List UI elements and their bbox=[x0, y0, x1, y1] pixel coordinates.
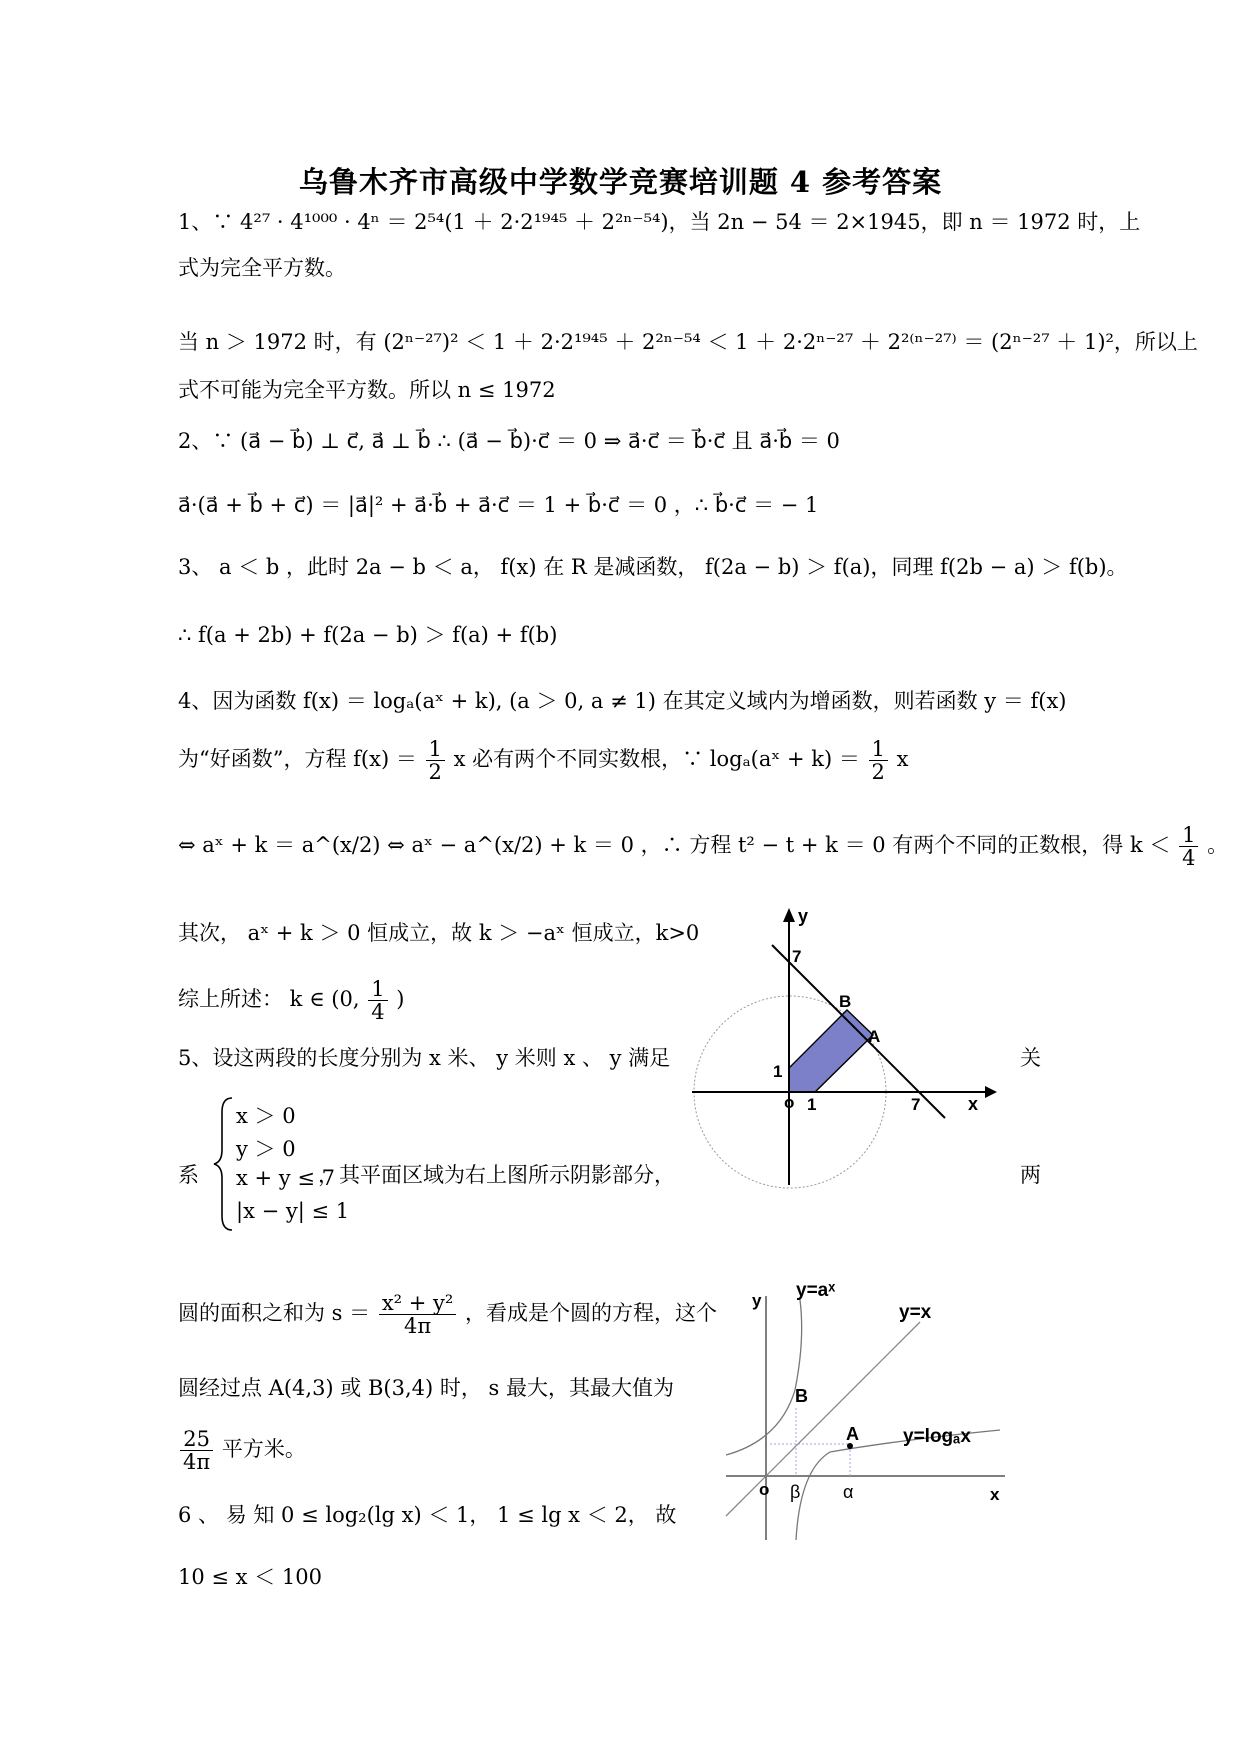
p1-line-3: 当 n ＞ 1972 时，有 (2ⁿ⁻²⁷)² ＜ 1 ＋ 2·2¹⁹⁴⁵ ＋ 2²ⁿ⁻⁵⁴ ＜ 1 ＋ 2·2ⁿ⁻²⁷ ＋ 2²⁽ⁿ⁻²⁷⁾ ＝ (2ⁿ⁻²⁷ ＋ 1)²，所以上 bbox=[178, 330, 1198, 354]
fig2-label-beta: β bbox=[790, 1482, 801, 1502]
p5-line-4 bbox=[178, 1428, 306, 1473]
p4-line-5-a: 综上所述： k ∈ (0, bbox=[178, 987, 360, 1012]
sys-row-2: y ＞ 0 bbox=[236, 1137, 296, 1161]
fig2-label-o: o bbox=[759, 1480, 770, 1499]
exp-log-figure bbox=[720, 1270, 1030, 1540]
sys-row-4: |x − y| ≤ 1 bbox=[236, 1199, 350, 1223]
feasible-region-figure bbox=[690, 905, 1000, 1195]
sys-row-1: x ＞ 0 bbox=[236, 1104, 296, 1128]
p1-line-1: 1、∵ 4²⁷ · 4¹⁰⁰⁰ · 4ⁿ ＝ 2⁵⁴(1 ＋ 2·2¹⁹⁴⁵ ＋ 2²ⁿ⁻⁵⁴)，当 2n − 54 ＝ 2×1945，即 n ＝ 1972 时，上 bbox=[178, 210, 1141, 234]
max-area-fraction: $\frac{25}{4\pi}$ bbox=[180, 1428, 213, 1473]
p5-sys-tail: ，其平面区域为右上图所示阴影部分， bbox=[318, 1163, 675, 1187]
p4-line-2-c: x bbox=[896, 747, 909, 772]
p3-line-2: ∴ f(a + 2b) + f(2a − b) ＞ f(a) + f(b) bbox=[178, 623, 558, 647]
fig1-label-o: o bbox=[784, 1093, 795, 1112]
p4-line-5-b: ) bbox=[396, 987, 405, 1012]
p4-line-3 bbox=[178, 824, 1228, 869]
p5-line-2-b: ，看成是个圆的方程，这个 bbox=[465, 1301, 718, 1326]
p4-line-1: 4、因为函数 f(x) ＝ logₐ(aˣ + k), (a ＞ 0, a ≠ 1) 在其定义域内为增函数，则若函数 y ＝ f(x) bbox=[178, 689, 1067, 713]
fig1-label-B: B bbox=[839, 992, 852, 1011]
p4-line-2-a: 为“好函数”，方程 f(x) ＝ bbox=[178, 747, 417, 772]
p2-line-2: a⃗·(a⃗ + b⃗ + c⃗) ＝ |a⃗|² + a⃗·b⃗ + a⃗·c⃗ ＝ 1 + b⃗·c⃗ ＝ 0 ，∴ b⃗·c⃗ ＝ − 1 bbox=[178, 493, 819, 517]
fig1-label-7y: 7 bbox=[792, 947, 802, 966]
y-axis-arrow-icon bbox=[783, 908, 795, 922]
p4-line-3-b: 。 bbox=[1207, 833, 1229, 858]
page-title: 乌鲁木齐市高级中学数学竞赛培训题 4 参考答案 bbox=[298, 165, 943, 199]
half-fraction-2: $\frac{1}{2}$ bbox=[869, 738, 888, 783]
p5-line-4-b: 平方米。 bbox=[221, 1437, 306, 1462]
p5-sys-left: 系 bbox=[178, 1163, 199, 1187]
x-axis-arrow-icon bbox=[985, 1086, 997, 1098]
fig2-label-x: x bbox=[990, 1485, 1000, 1504]
fig1-label-7x: 7 bbox=[911, 1095, 921, 1114]
curve-exp bbox=[726, 1300, 802, 1455]
p4-line-5 bbox=[178, 978, 404, 1023]
fig2-label-exp: y=aˣ bbox=[796, 1280, 836, 1301]
p5-line-2-a: 圆的面积之和为 s ＝ bbox=[178, 1301, 371, 1326]
quarter-fraction: $\frac{1}{4}$ bbox=[1179, 824, 1198, 869]
p6-line-2: 10 ≤ x ＜ 100 bbox=[178, 1565, 322, 1589]
fig2-label-A: A bbox=[846, 1424, 859, 1444]
p5-line-1-right: 关 bbox=[1020, 1046, 1041, 1070]
p5-line-2 bbox=[178, 1292, 717, 1337]
p5-line-3: 圆经过点 A(4,3) 或 B(3,4) 时， s 最大，其最大值为 bbox=[178, 1376, 674, 1400]
shaded-region bbox=[789, 1010, 873, 1092]
p1-line-4: 式不可能为完全平方数。所以 n ≤ 1972 bbox=[178, 378, 556, 402]
p3-line-1: 3、 a ＜ b ，此时 2a − b ＜ a， f(x) 在 R 是减函数， f(2a − b) ＞ f(a)，同理 f(2b − a) ＞ f(b)。 bbox=[178, 555, 1128, 579]
half-fraction: $\frac{1}{2}$ bbox=[426, 738, 445, 783]
p4-line-3-a: ⇔ aˣ + k ＝ a^(x/2) ⇔ aˣ − a^(x/2) + k ＝ 0 ，∴ 方程 t² − t + k ＝ 0 有两个不同的正数根，得 k ＜ bbox=[178, 833, 1171, 858]
fig2-label-log: y=logₐx bbox=[903, 1426, 971, 1447]
quarter-fraction-2: $\frac{1}{4}$ bbox=[368, 978, 387, 1023]
sys-row-3: x + y ≤ 7 bbox=[236, 1166, 335, 1190]
fig2-label-B: B bbox=[795, 1386, 808, 1406]
p4-line-2 bbox=[178, 738, 908, 783]
p5-line-1: 5、设这两段的长度分别为 x 米、 y 米则 x 、 y 满足 bbox=[178, 1046, 671, 1070]
fig1-label-A: A bbox=[868, 1027, 881, 1046]
fig1-label-1x: 1 bbox=[807, 1095, 817, 1114]
fig1-label-1y: 1 bbox=[773, 1062, 783, 1081]
fig1-label-y: y bbox=[798, 906, 809, 926]
fig2-label-alpha: α bbox=[843, 1482, 854, 1502]
p1-line-2: 式为完全平方数。 bbox=[178, 256, 346, 280]
line-y-equals-x bbox=[726, 1322, 920, 1516]
fig2-label-y: y bbox=[752, 1291, 762, 1310]
p6-line-1: 6 、 易 知 0 ≤ log₂(lg x) ＜ 1， 1 ≤ lg x ＜ 2， 故 bbox=[178, 1503, 677, 1527]
p4-line-2-b: x 必有两个不同实数根，∵ logₐ(aˣ + k) ＝ bbox=[453, 747, 860, 772]
fig1-label-x: x bbox=[968, 1094, 979, 1114]
fig2-label-yx: y=x bbox=[899, 1302, 932, 1323]
p5-sys-right: 两 bbox=[1020, 1163, 1041, 1187]
p4-line-4: 其次， aˣ + k ＞ 0 恒成立，故 k ＞ −aˣ 恒成立，k>0 bbox=[178, 921, 700, 945]
area-fraction: $\frac{\text{x² + y²}}{4\pi}$ bbox=[379, 1292, 457, 1337]
p2-line-1: 2、∵ (a⃗ − b⃗) ⊥ c⃗, a⃗ ⊥ b⃗ ∴ (a⃗ − b⃗)·c⃗ ＝ 0 ⇒ a⃗·c⃗ ＝ b⃗·c⃗ 且 a⃗·b⃗ ＝ 0 bbox=[178, 429, 840, 453]
